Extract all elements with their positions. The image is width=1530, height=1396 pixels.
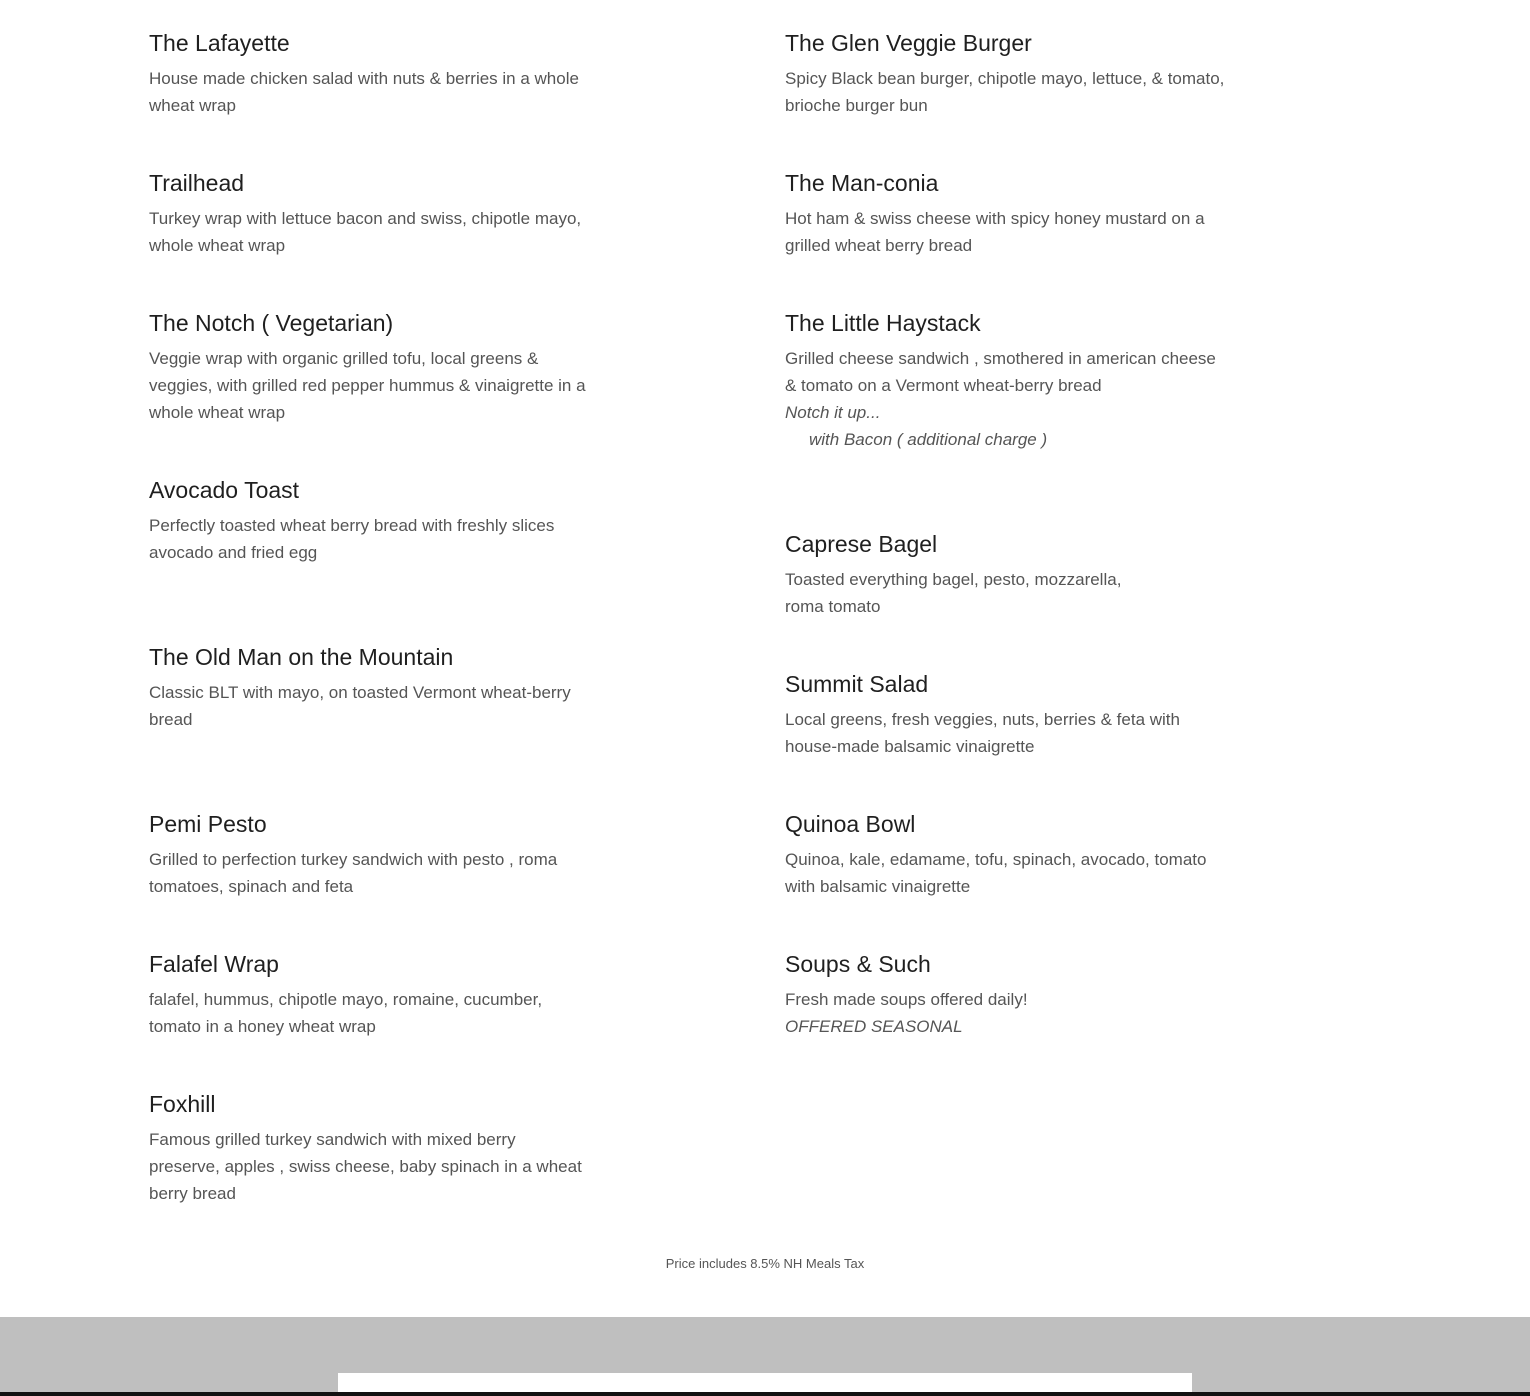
- menu-item-old-man-mountain: [149, 642, 589, 733]
- menu-item-description: Quinoa, kale, edamame, tofu, spinach, avocado, tomato with balsamic vinaigrette: [785, 850, 1207, 896]
- menu-item-description: falafel, hummus, chipotle mayo, romaine, cucumber, tomato in a honey wheat wrap: [149, 990, 543, 1036]
- menu-item-description: House made chicken salad with nuts & berries in a whole wheat wrap: [149, 69, 579, 115]
- menu-item-description: Classic BLT with mayo, on toasted Vermont wheat-berry bread: [149, 683, 571, 729]
- menu-item-description: Hot ham & swiss cheese with spicy honey mustard on a grilled wheat berry bread: [785, 209, 1205, 255]
- menu-item-title: Caprese Bagel: [785, 531, 938, 557]
- menu-item-description: Spicy Black bean burger, chipotle mayo, lettuce, & tomato, brioche burger bun: [785, 69, 1225, 115]
- menu-item-title: Soups & Such: [785, 951, 931, 977]
- menu-item-soups-such: [785, 949, 1225, 1040]
- menu-item-quinoa-bowl: [785, 809, 1225, 900]
- menu-item-the-notch: [149, 308, 589, 426]
- menu-item-title: The Lafayette: [149, 30, 290, 56]
- menu-item-title: Trailhead: [149, 170, 245, 196]
- menu-item-title: The Glen Veggie Burger: [785, 30, 1032, 56]
- menu-item-trailhead: [149, 168, 589, 259]
- tax-note: Price includes 8.5% NH Meals Tax: [665, 1256, 865, 1271]
- menu-item-foxhill: [149, 1089, 589, 1207]
- menu-item-glen-veggie-burger: [785, 28, 1225, 119]
- footer: [0, 1317, 1530, 1396]
- menu-item-description: Grilled cheese sandwich , smothered in american cheese & tomato on a Vermont wheat-berry bread: [785, 349, 1216, 395]
- menu-item-seasonal-note: OFFERED SEASONAL: [785, 1017, 963, 1036]
- menu-item-little-haystack: [785, 308, 1225, 453]
- menu-item-description: Grilled to perfection turkey sandwich with pesto , roma tomatoes, spinach and feta: [149, 850, 558, 896]
- menu-item-title: The Old Man on the Mountain: [149, 644, 454, 670]
- menu-item-title: Avocado Toast: [149, 477, 300, 503]
- menu-item-description: Local greens, fresh veggies, nuts, berries & feta with house-made balsamic vinaigrette: [785, 710, 1180, 756]
- menu-item-man-conia: [785, 168, 1225, 259]
- menu-item-title: The Little Haystack: [785, 310, 981, 336]
- menu-item-description: Turkey wrap with lettuce bacon and swiss, chipotle mayo, whole wheat wrap: [149, 209, 582, 255]
- menu-item-description: Fresh made soups offered daily!: [785, 990, 1028, 1009]
- menu-item-avocado-toast: [149, 475, 589, 566]
- menu-item-caprese-bagel: [785, 529, 1145, 620]
- footer-divider: [0, 1392, 1530, 1396]
- menu-item-upgrade-option: with Bacon ( additional charge ): [809, 430, 1048, 449]
- menu-item-summit-salad: [785, 669, 1225, 760]
- menu-item-title: The Notch ( Vegetarian): [149, 310, 394, 336]
- menu-item-description: Famous grilled turkey sandwich with mixed berry preserve, apples , swiss cheese, baby spinach in a wheat berry bread: [149, 1130, 582, 1203]
- menu-item-title: The Man-conia: [785, 170, 939, 196]
- menu-item-title: Pemi Pesto: [149, 811, 267, 837]
- menu-item-description: Perfectly toasted wheat berry bread with freshly slices avocado and fried egg: [149, 516, 555, 562]
- menu-item-title: Falafel Wrap: [149, 951, 279, 977]
- menu-item-title: Summit Salad: [785, 671, 929, 697]
- menu-item-pemi-pesto: [149, 809, 589, 900]
- menu-item-title: Foxhill: [149, 1091, 216, 1117]
- menu-item-description: Veggie wrap with organic grilled tofu, local greens & veggies, with grilled red pepper hummus & vinaigrette in a whole wheat wrap: [149, 349, 586, 422]
- menu-item-upgrade-note: Notch it up...: [785, 403, 881, 422]
- menu-item-description: Toasted everything bagel, pesto, mozzarella, roma tomato: [785, 570, 1122, 616]
- menu-item-lafayette: [149, 28, 589, 119]
- menu-item-title: Quinoa Bowl: [785, 811, 916, 837]
- menu-item-falafel-wrap: [149, 949, 589, 1040]
